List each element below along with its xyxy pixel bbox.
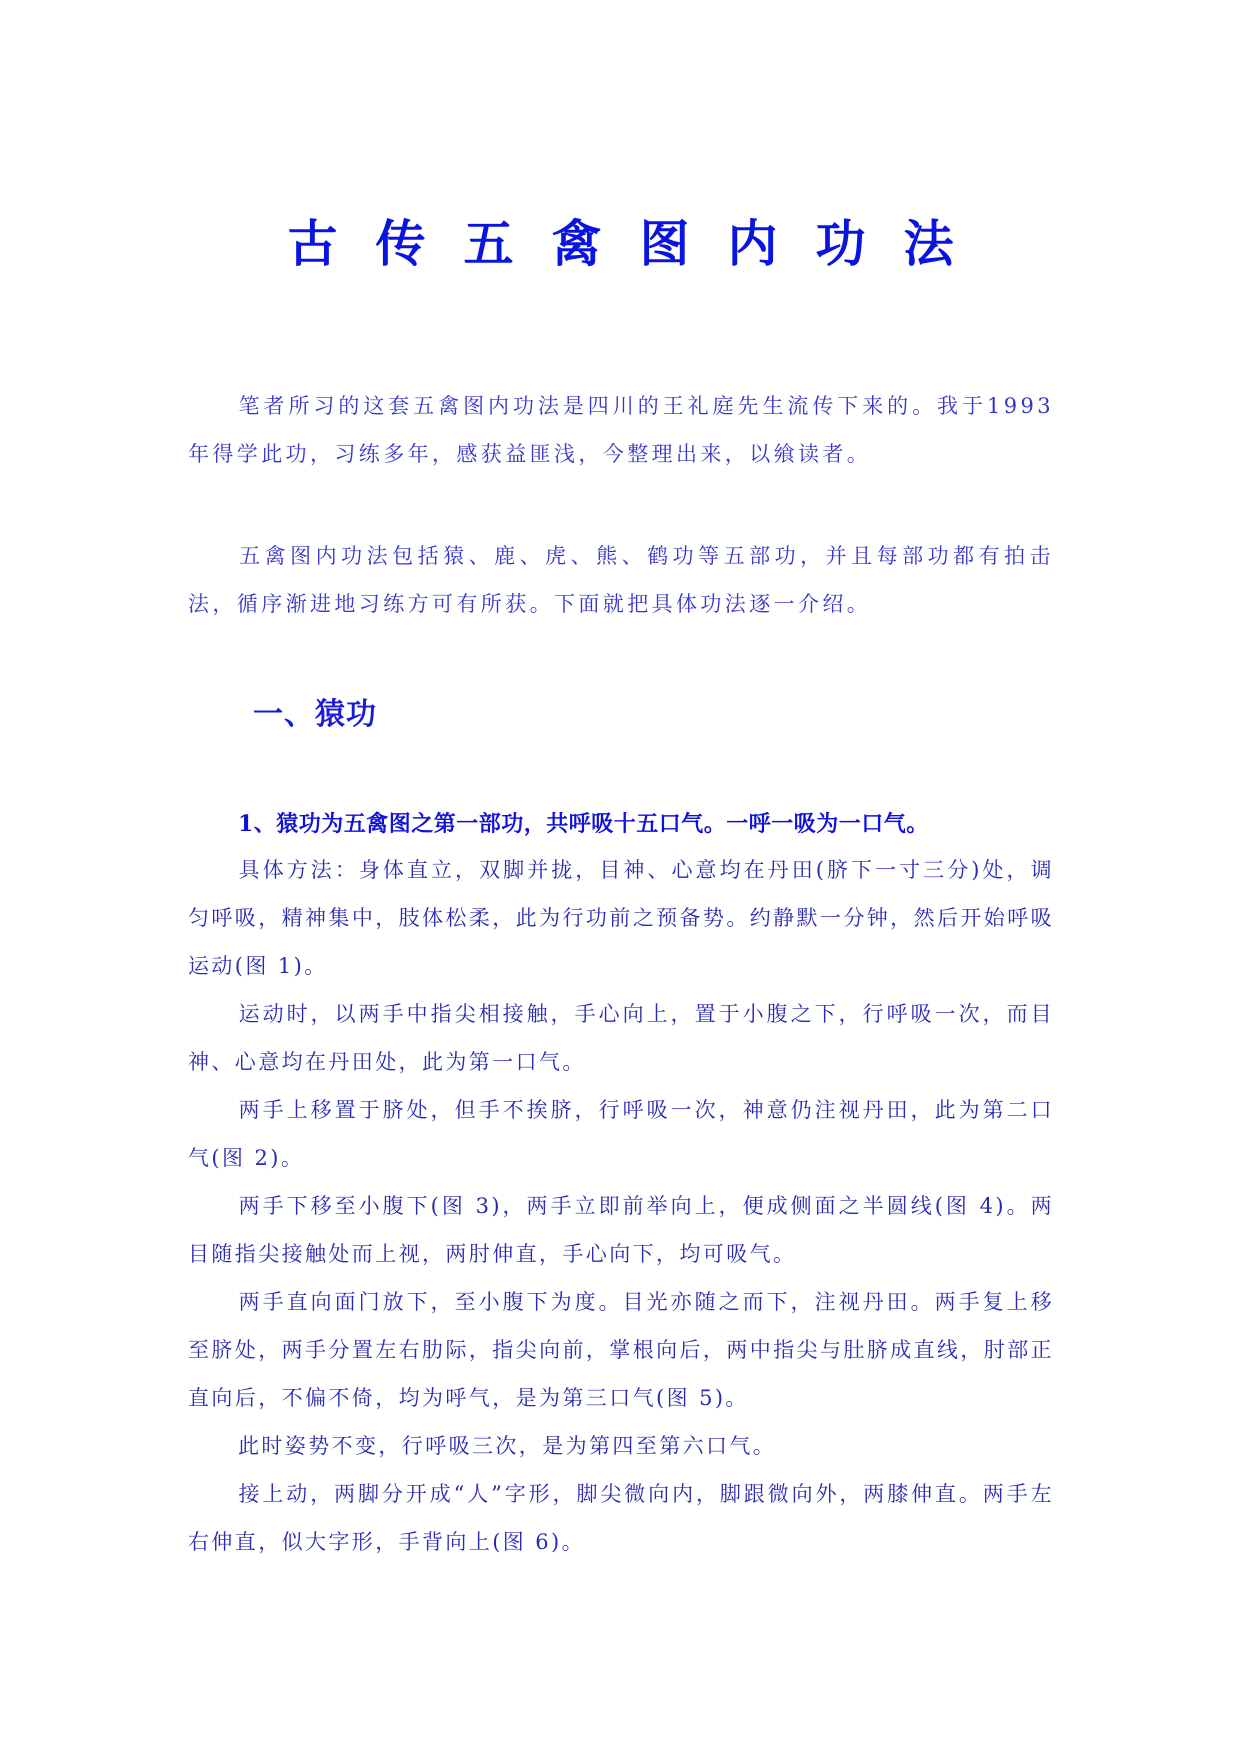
body-paragraph: 具体方法：身体直立，双脚并拢，目神、心意均在丹田(脐下一寸三分)处，调匀呼吸，精神集中，肢体松柔，此为行功前之预备势。约静默一分钟，然后开始呼吸运动(图 1)。: [188, 858, 1054, 978]
intro-paragraph: 笔者所习的这套五禽图内功法是四川的王礼庭先生流传下来的。我于1993年得学此功，习练多年，感获益匪浅，今整理出来，以飨读者。: [188, 394, 1054, 466]
document-title: 古传五禽图内功法: [287, 214, 992, 273]
subsection-heading: 1、猿功为五禽图之第一部功，共呼吸十五口气。一呼一吸为一口气。: [238, 811, 929, 837]
section-heading: 一、猿功: [253, 697, 377, 732]
intro-paragraph: 五禽图内功法包括猿、鹿、虎、熊、鹤功等五部功，并且每部功都有拍击法，循序渐进地习练方可有所获。下面就把具体功法逐一介绍。: [188, 544, 1054, 616]
body-paragraph: 两手下移至小腹下(图 3)，两手立即前举向上，便成侧面之半圆线(图 4)。两目随指尖接触处而上视，两肘伸直，手心向下，均可吸气。: [188, 1194, 1054, 1266]
body-paragraph: 运动时，以两手中指尖相接触，手心向上，置于小腹之下，行呼吸一次，而目神、心意均在丹田处，此为第一口气。: [188, 1002, 1054, 1074]
body-paragraph: 两手上移置于脐处，但手不挨脐，行呼吸一次，神意仍注视丹田，此为第二口气(图 2)。: [188, 1098, 1054, 1170]
body-paragraph: 接上动，两脚分开成“人”字形，脚尖微向内，脚跟微向外，两膝伸直。两手左右伸直，似大字形，手背向上(图 6)。: [188, 1482, 1054, 1554]
body-paragraph: 两手直向面门放下，至小腹下为度。目光亦随之而下，注视丹田。两手复上移至脐处，两手分置左右肋际，指尖向前，掌根向后，两中指尖与肚脐成直线，肘部正直向后，不偏不倚，均为呼气，是为第三口气(图 5)。: [188, 1290, 1054, 1410]
body-paragraph: 此时姿势不变，行呼吸三次，是为第四至第六口气。: [238, 1434, 777, 1458]
